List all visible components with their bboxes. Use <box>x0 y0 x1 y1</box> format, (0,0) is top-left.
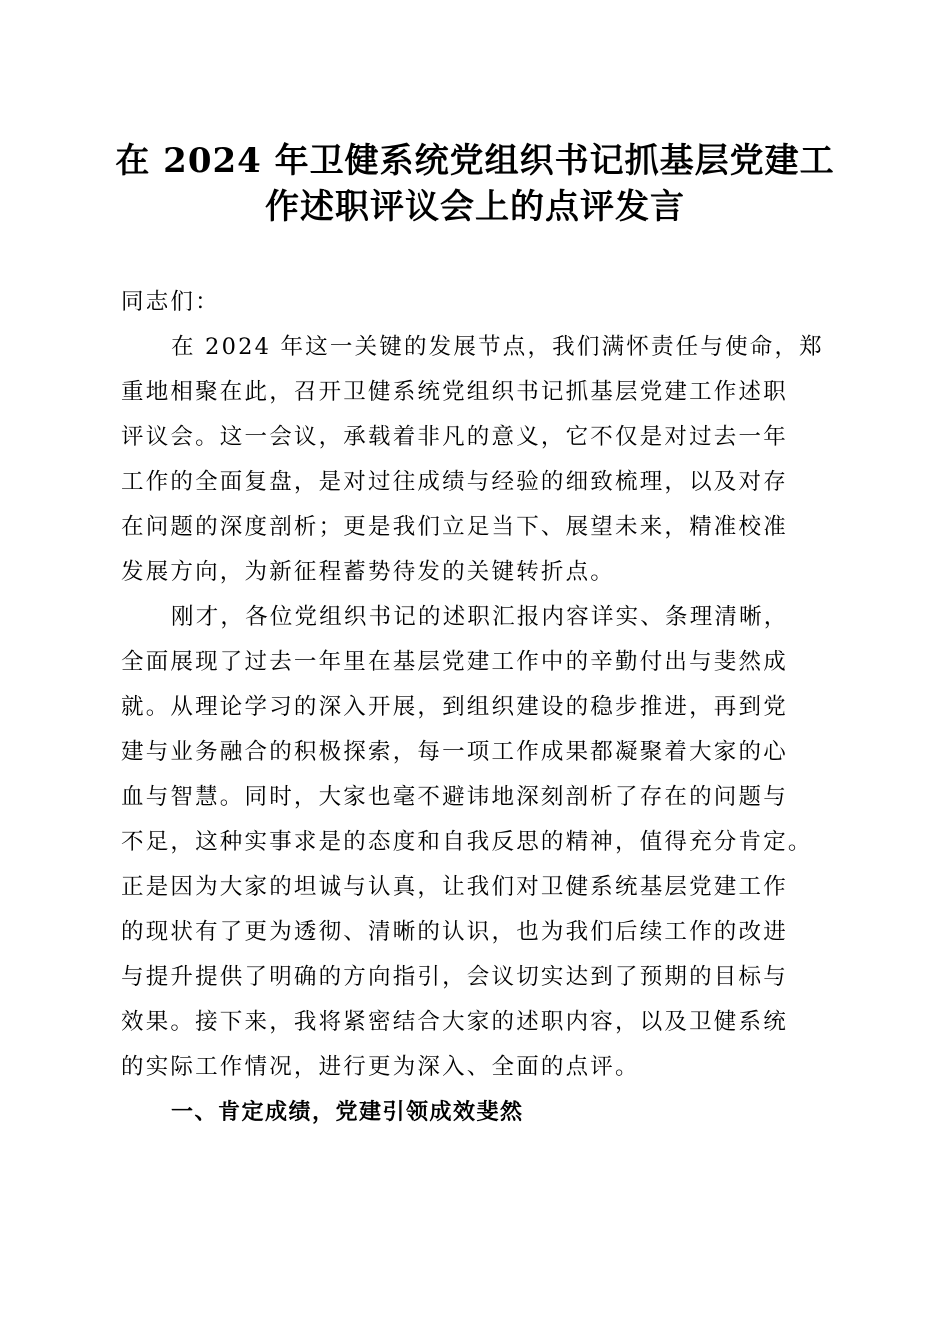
paragraph-line: 刚才，各位党组织书记的述职汇报内容详实、条理清晰， <box>171 604 789 630</box>
paragraph-opening <box>121 325 833 595</box>
paragraph-line: 效果。接下来，我将紧密结合大家的述职内容，以及卫健系统 <box>121 1009 788 1035</box>
paragraph-line: 在问题的深度剖析；更是我们立足当下、展望未来，精准校准 <box>121 514 788 540</box>
section-heading: 一、肯定成绩，党建引领成效斐然 <box>171 1100 524 1125</box>
paragraph-line: 的现状有了更为透彻、清晰的认识，也为我们后续工作的改进 <box>121 919 788 945</box>
paragraph-line: 建与业务融合的积极探索，每一项工作成果都凝聚着大家的心 <box>121 739 788 765</box>
paragraph-line: 重地相聚在此，召开卫健系统党组织书记抓基层党建工作述职 <box>121 379 788 405</box>
paragraph-line: 评议会。这一会议，承载着非凡的意义，它不仅是对过去一年 <box>121 424 788 450</box>
paragraph-line: 就。从理论学习的深入开展，到组织建设的稳步推进，再到党 <box>121 694 788 720</box>
document-title <box>110 138 840 230</box>
document-body <box>121 280 833 1135</box>
title-line-2: 作述职评议会上的点评发言 <box>265 187 685 227</box>
paragraph-line: 不足，这种实事求是的态度和自我反思的精神，值得充分肯定。 <box>121 829 813 855</box>
paragraph-review <box>121 595 833 1090</box>
paragraph-line: 在 2024 年这一关键的发展节点，我们满怀责任与使命，郑 <box>171 334 824 360</box>
paragraph-line: 与提升提供了明确的方向指引，会议切实达到了预期的目标与 <box>121 964 788 990</box>
paragraph-line: 发展方向，为新征程蓄势待发的关键转折点。 <box>121 559 616 585</box>
greeting: 同志们： <box>121 289 220 315</box>
paragraph-line: 工作的全面复盘，是对过往成绩与经验的细致梳理，以及对存 <box>121 469 788 495</box>
paragraph-line: 正是因为大家的坦诚与认真，让我们对卫健系统基层党建工作 <box>121 874 788 900</box>
paragraph-line: 的实际工作情况，进行更为深入、全面的点评。 <box>121 1054 640 1080</box>
paragraph-line: 全面展现了过去一年里在基层党建工作中的辛勤付出与斐然成 <box>121 649 788 675</box>
paragraph-line: 血与智慧。同时，大家也毫不避讳地深刻剖析了存在的问题与 <box>121 784 788 810</box>
title-line-1: 在 2024 年卫健系统党组织书记抓基层党建工 <box>115 141 835 181</box>
